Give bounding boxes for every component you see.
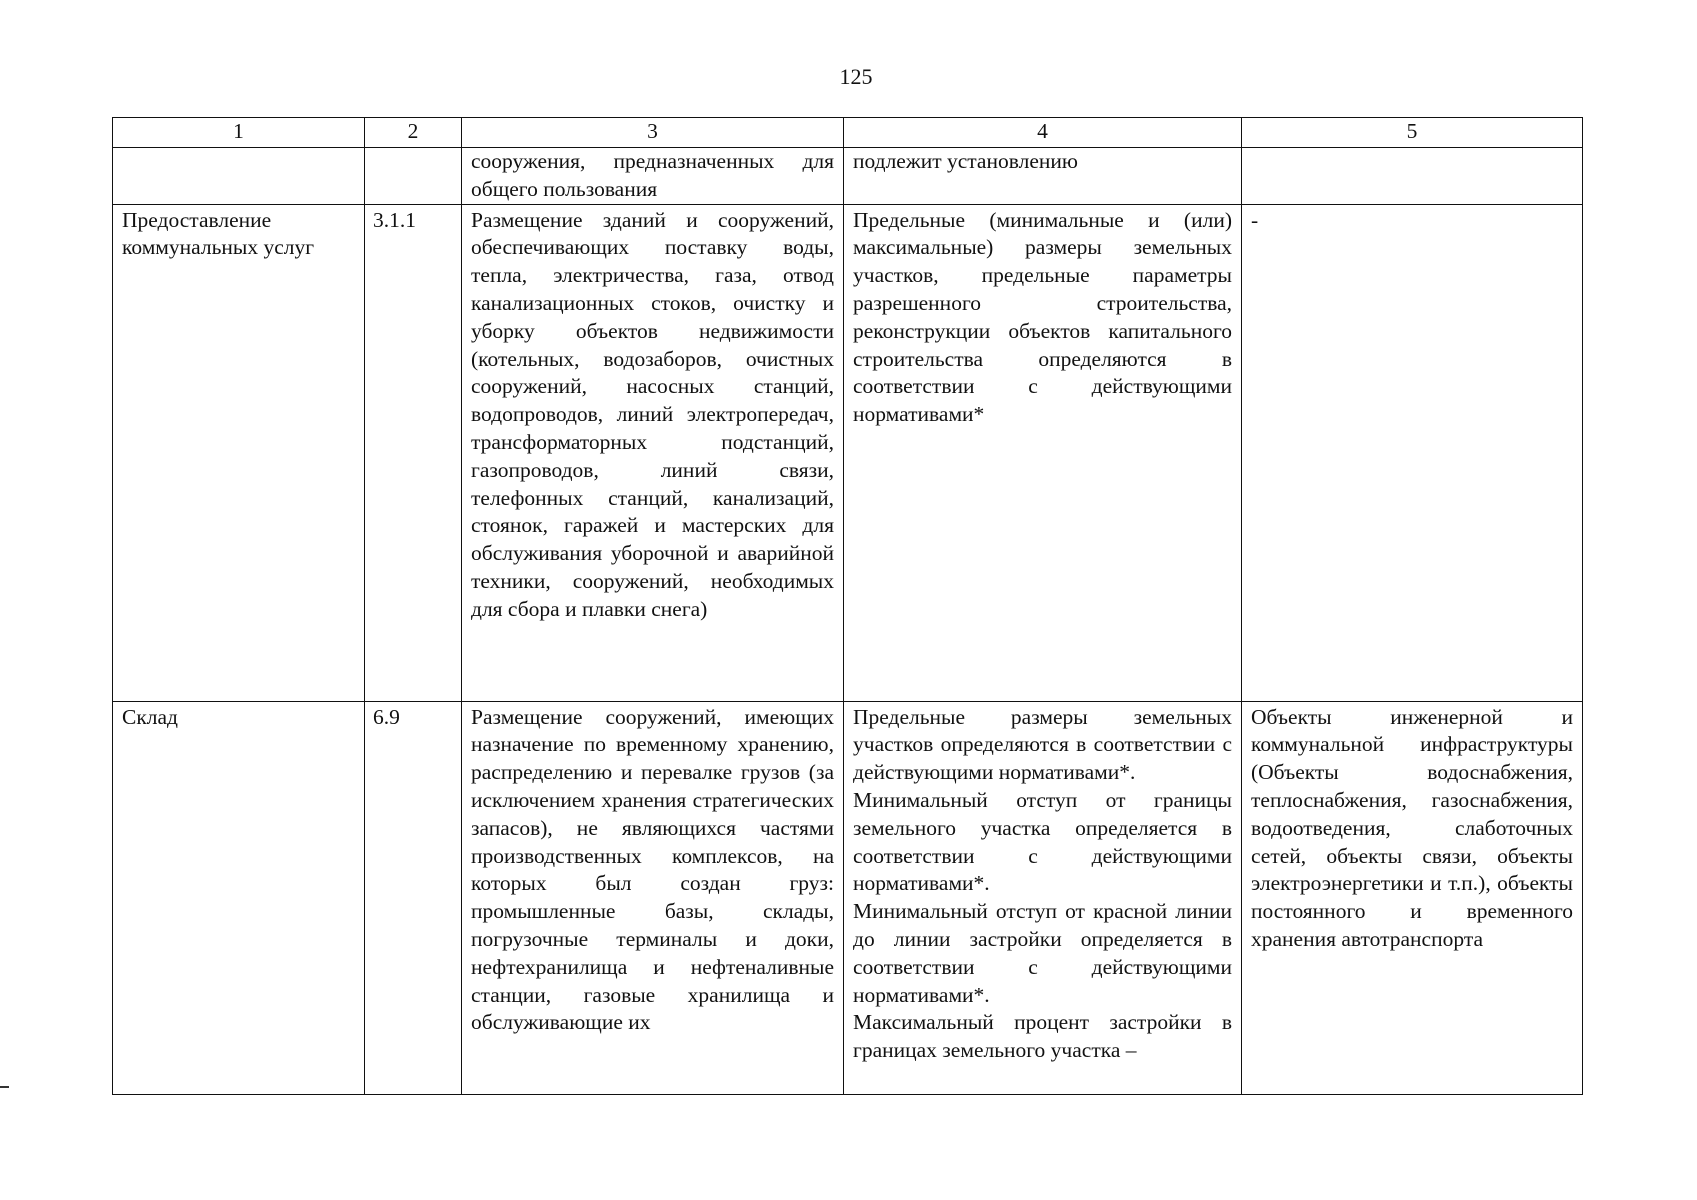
related-objects-cell: Объекты инженерной и коммунальной инфраструктуры (Объекты водоснабжения, теплоснабжения, газоснабжения, водоотведения, слаботочных сетей, объекты связи, объекты электроэнергетики и т.п.), объекты постоянного и временного хранения автотранспорта [1242,701,1583,1094]
column-header-4: 4 [844,118,1242,148]
parameter-red-line-setback: Минимальный отступ от красной линии до линии застройки определяется в соответствии с действующими нормативами*. [853,899,1232,1007]
parameters-cell [844,204,1242,701]
land-use-name-cell: Предоставление коммунальных услуг [113,204,365,701]
land-use-code-cell [365,148,462,205]
land-use-code-cell: 3.1.1 [365,204,462,701]
land-use-description-cell: Размещение зданий и сооружений, обеспечивающих поставку воды, тепла, электричества, газа, отвод канализационных стоков, очистку и уборку объектов недвижимости (котельных, водозаборов, очистных сооружений, насосных станций, водопроводов, линий электропередач, трансформаторных подстанций, газопроводов, линий связи, телефонных станций, канализаций, стоянок, гаражей и мастерских для обслуживания уборочной и аварийной техники, сооружений, необходимых для сбора и плавки снега) [462,204,844,701]
land-use-description-cell: Размещение сооружений, имеющих назначение по временному хранению, распределению и перевалке грузов (за исключением хранения стратегических запасов), не являющихся частями производственных комплексов, на которых был создан груз: промышленные базы, склады, погрузочные терминалы и доки, нефтехранилища и нефтеналивные станции, газовые хранилища и обслуживающие их [462,701,844,1094]
page-number: 125 [839,64,873,89]
related-objects-cell [1242,148,1583,205]
land-use-code-cell: 6.9 [365,701,462,1094]
parameter-max-coverage: Максимальный процент застройки в границах земельного участка – [853,1010,1232,1063]
parameter-text: подлежит установлению [853,149,1078,173]
column-header-3: 3 [462,118,844,148]
land-use-name-cell [113,148,365,205]
parameters-cell [844,701,1242,1094]
parameter-boundary-setback: Минимальный отступ от границы земельного участка определяется в соответствии с действующими нормативами*. [853,787,1232,896]
table-row-continuation [113,148,1583,205]
scan-edge-mark [0,1086,9,1088]
land-use-name-cell: Склад [113,701,365,1094]
parameter-plot-size: Предельные размеры земельных участков определяются в соответствии с действующими нормативами*. [853,704,1232,785]
zoning-regulations-table [112,117,1583,1095]
table-row-warehouse [113,701,1583,1094]
column-header-2: 2 [365,118,462,148]
parameter-text: Предельные (минимальные и (или) максимальные) размеры земельных участков, предельные параметры разрешенного строительства, реконструкции объектов капитального строительства определяются в соответствии с действующими нормативами* [853,207,1232,427]
related-objects-cell: - [1242,204,1583,701]
table-header-row [113,118,1583,148]
column-header-1: 1 [113,118,365,148]
column-header-5: 5 [1242,118,1583,148]
table-row-utilities [113,204,1583,701]
land-use-description-cell: сооружения, предназначенных для общего пользования [462,148,844,205]
parameters-cell [844,148,1242,205]
